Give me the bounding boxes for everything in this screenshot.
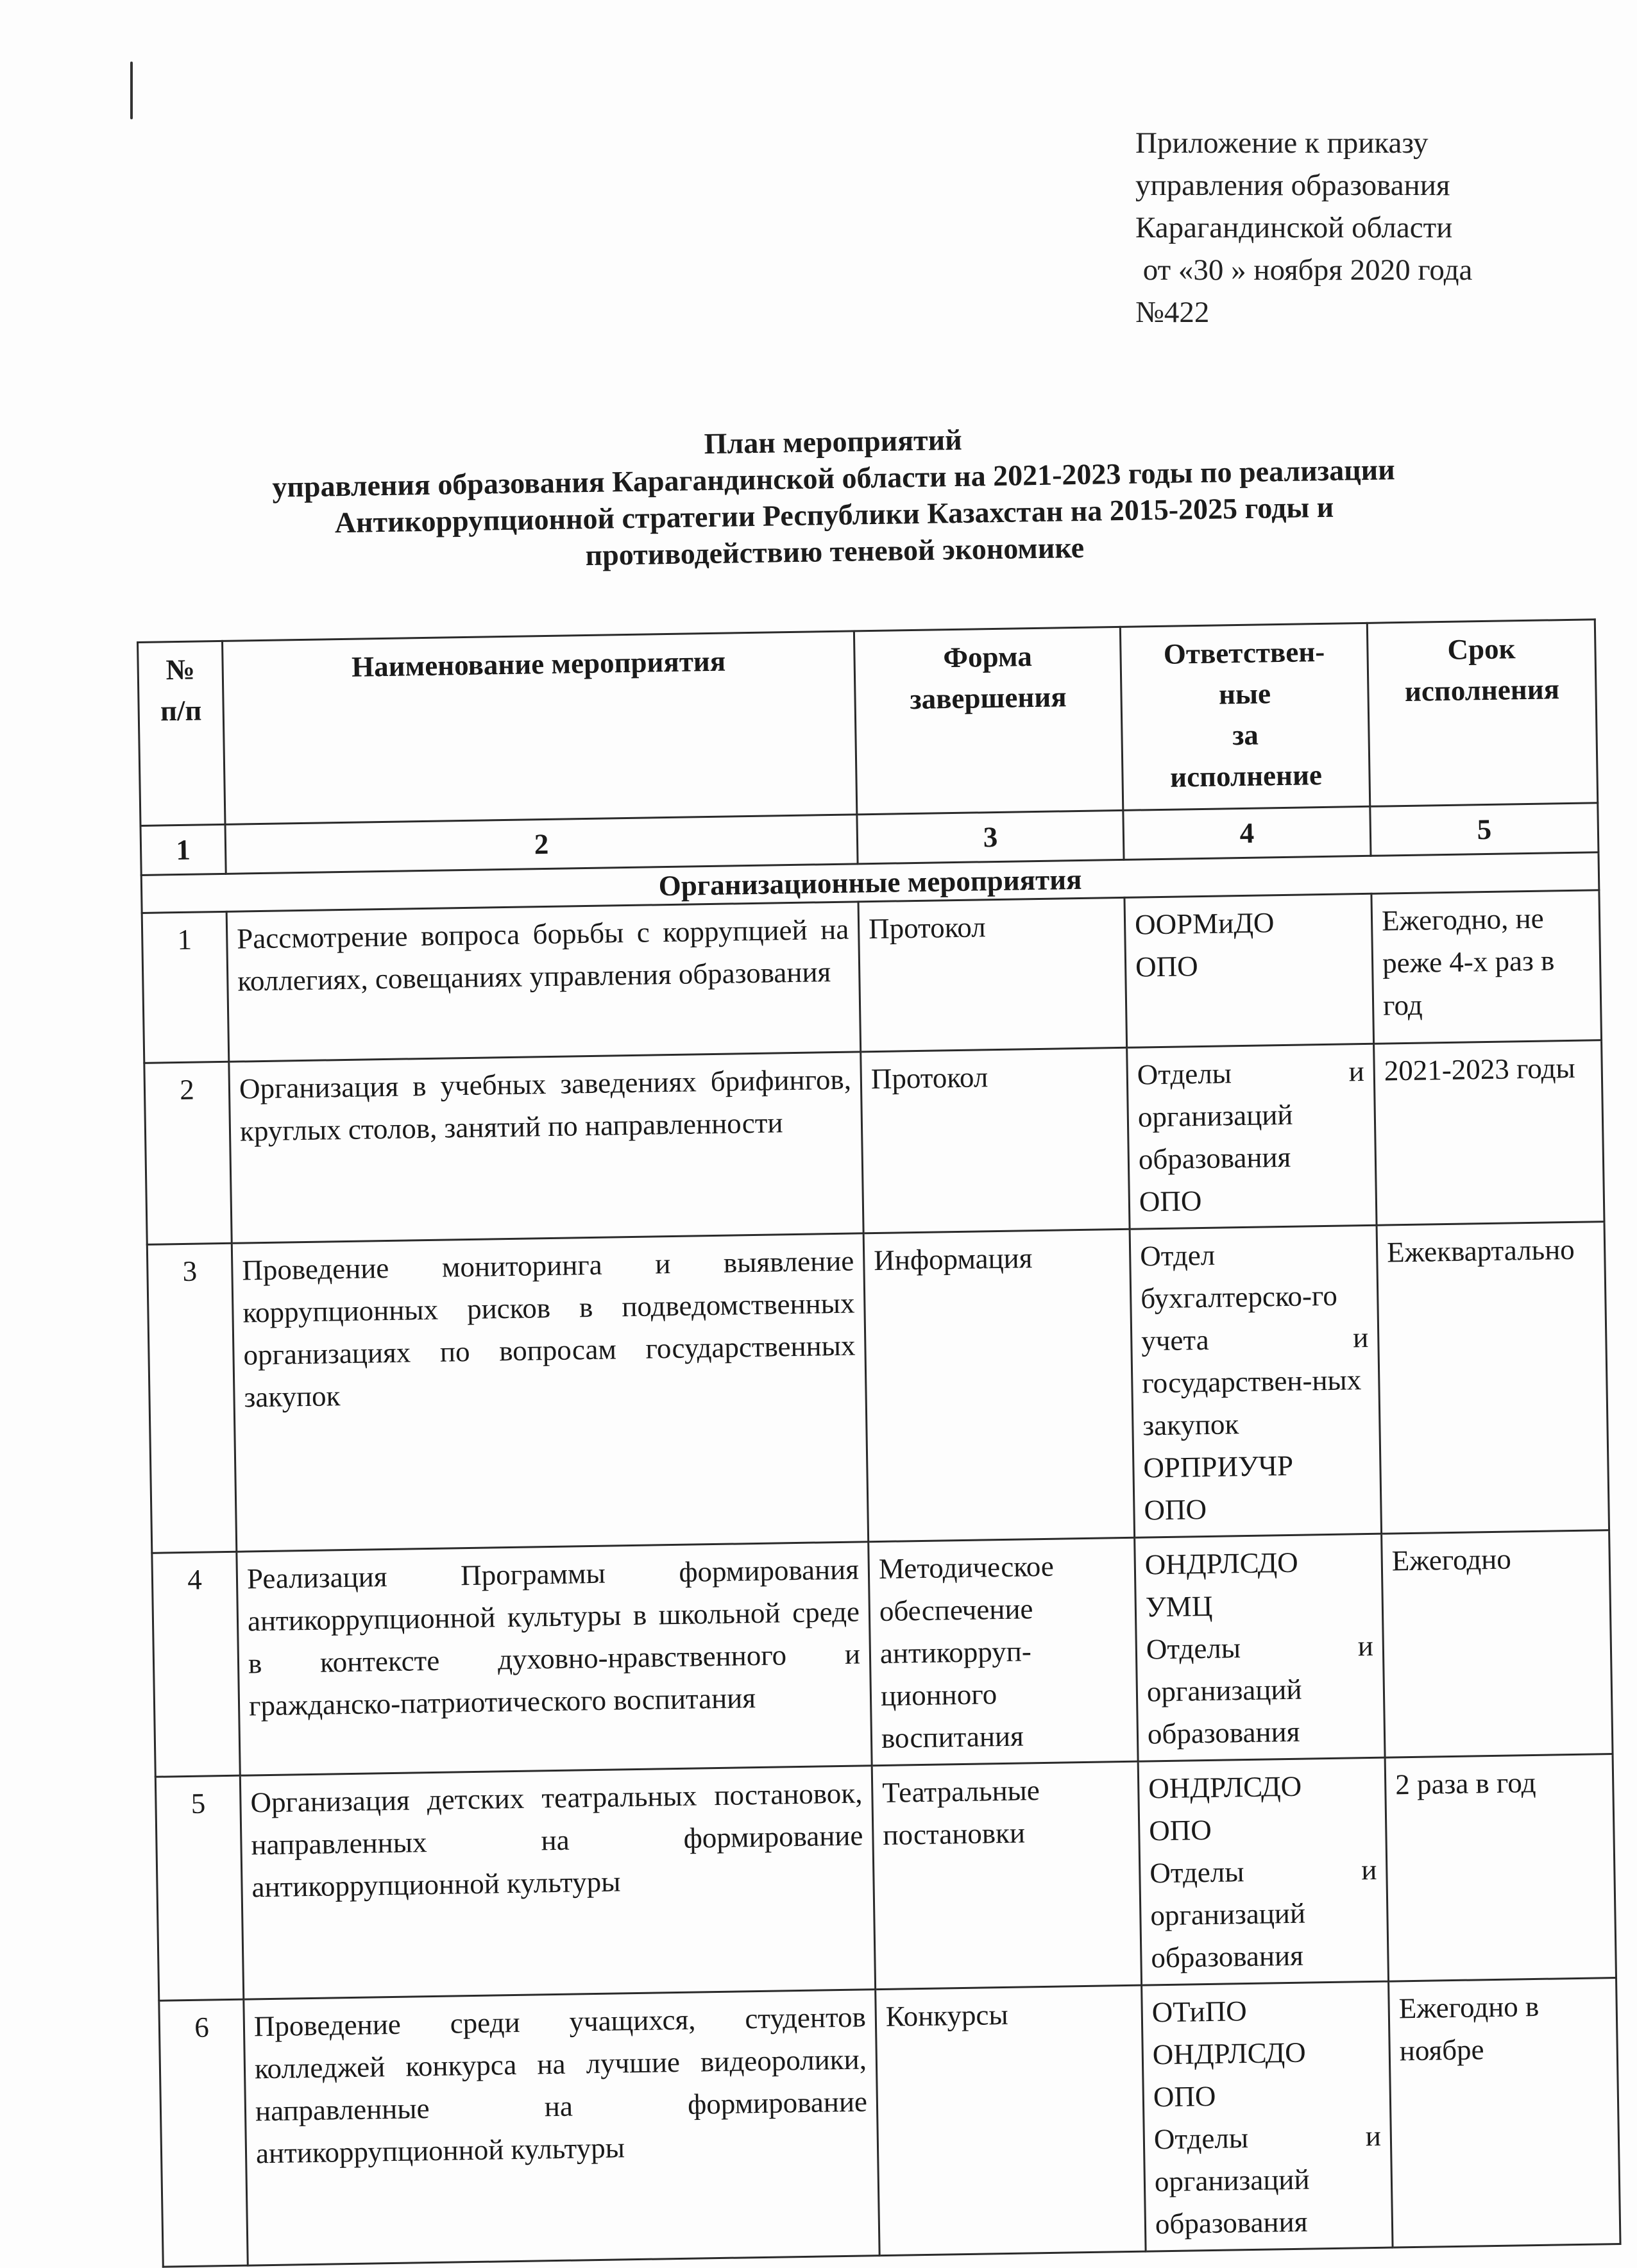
event-name: Рассмотрение вопроса борьбы с коррупцией на коллегиях, совещаниях управления образования — [226, 902, 861, 1062]
responsible-line: ОПО — [1144, 1493, 1207, 1527]
event-name: Организация детских театральных постановок, направленных на формирование антикоррупционной культуры — [240, 1766, 875, 1999]
responsible-line: Отделы и организаций образования — [1146, 1629, 1374, 1750]
responsible-line: ОНДРЛСДО — [1148, 1770, 1302, 1805]
responsible — [1138, 1757, 1388, 1985]
table-row — [144, 1040, 1604, 1245]
appendix-line: Карагандинской области — [1135, 211, 1453, 244]
title-line: противодействию теневой экономике — [585, 530, 1085, 572]
responsible — [1127, 1044, 1377, 1229]
plan-table — [137, 618, 1620, 2267]
table-row — [159, 1978, 1620, 2267]
row-number: 2 — [144, 1062, 232, 1244]
responsible-line: ОПО — [1148, 1813, 1212, 1847]
header-text: за — [1232, 718, 1259, 752]
deadline: Ежеквартально — [1377, 1222, 1609, 1534]
completion-form: Конкурсы — [876, 1985, 1146, 2255]
row-number: 4 — [152, 1552, 240, 1777]
responsible-line: Отделы и организаций образования — [1137, 1055, 1365, 1176]
header-text: завершения — [910, 681, 1067, 716]
appendix-note — [1135, 122, 1472, 334]
completion-form: Театральные постановки — [872, 1761, 1141, 1989]
completion-form: Протокол — [858, 897, 1127, 1051]
responsible — [1135, 1534, 1385, 1761]
completion-form: Информация — [863, 1229, 1135, 1541]
event-name: Проведение среди учащихся, студентов колледжей конкурса на лучшие видеоролики, направленные на формирование антикоррупционной культуры — [244, 1990, 879, 2265]
section-title: Организационные мероприятия — [141, 852, 1599, 913]
header-term — [1367, 620, 1597, 807]
completion-form: Методическое обеспечение антикорруп-ционного воспитания — [869, 1537, 1138, 1765]
column-number: 2 — [225, 815, 858, 874]
document-title — [159, 413, 1508, 580]
appendix-line: от «30 » ноября 2020 года — [1135, 253, 1473, 287]
header-text: Срок — [1447, 632, 1516, 666]
deadline: 2 раза в год — [1385, 1754, 1616, 1982]
responsible-line: Отдел бухгалтерско-го учета и государствен-ных закупок — [1139, 1239, 1369, 1442]
header-row — [138, 620, 1598, 826]
table-row — [147, 1222, 1609, 1553]
header-text: п/п — [160, 694, 202, 727]
header-text: Форма — [942, 640, 1033, 674]
responsible-line: ОНДРЛСДО — [1144, 1546, 1298, 1581]
event-name: Проведение мониторинга и выявление коррупционных рисков в подведомственных организациях по вопросам государственных закупок — [232, 1233, 868, 1552]
deadline: Ежегодно — [1382, 1530, 1613, 1758]
responsible — [1130, 1225, 1382, 1537]
row-number: 6 — [159, 1999, 248, 2267]
responsible-line: Отделы и организаций образования — [1149, 1853, 1377, 1974]
row-number: 1 — [142, 911, 229, 1063]
column-number: 4 — [1123, 806, 1371, 859]
responsible-line: ОТиПО — [1151, 1995, 1248, 2029]
header-text: № — [165, 653, 196, 686]
table-row — [152, 1530, 1613, 1777]
responsible-line: ОНДРЛСДО — [1152, 2036, 1306, 2071]
event-name: Реализация Программы формирования антикоррупционной культуры в школьной среде в контексте духовно-нравственного и гражданско-патриотического воспитания — [237, 1542, 872, 1775]
title-line: План мероприятий — [704, 423, 963, 461]
header-responsible — [1120, 623, 1370, 810]
appendix-line: Приложение к приказу — [1135, 126, 1429, 160]
deadline: Ежегодно, не реже 4-х раз в год — [1371, 890, 1602, 1044]
margin-mark — [130, 62, 133, 119]
header-text: исполнение — [1169, 759, 1323, 793]
header-form — [854, 627, 1123, 814]
column-number: 5 — [1370, 803, 1599, 856]
deadline: 2021-2023 годы — [1374, 1040, 1604, 1226]
responsible-line: ОПО — [1139, 1185, 1202, 1218]
header-name — [223, 631, 857, 824]
header-text: исполнения — [1404, 673, 1560, 707]
header-text: ные — [1218, 677, 1271, 711]
header-text: Наименование мероприятия — [351, 645, 726, 683]
row-number: 3 — [147, 1243, 237, 1553]
header-num — [138, 641, 225, 825]
responsible-line: ООРМиДО — [1134, 906, 1275, 941]
appendix-line: управления образования — [1135, 169, 1450, 202]
completion-form: Протокол — [861, 1047, 1130, 1233]
responsible-line: ОПО — [1153, 2079, 1216, 2113]
responsible — [1142, 1981, 1393, 2251]
responsible-line: Отделы и организаций образования — [1153, 2119, 1382, 2240]
title-line: управления образования Карагандинской области на 2021-2023 годы по реализации — [272, 453, 1396, 504]
row-number: 5 — [155, 1775, 243, 2001]
title-line: Антикоррупционной стратегии Республики Казахстан на 2015-2025 годы и — [334, 490, 1334, 539]
header-text: Ответствен- — [1163, 635, 1325, 670]
responsible-line: ОРПРИУЧР — [1143, 1449, 1294, 1484]
event-name: Организация в учебных заведениях брифингов, круглых столов, занятий по направленности — [229, 1052, 863, 1243]
appendix-line: №422 — [1135, 296, 1210, 329]
responsible-line: ОПО — [1135, 950, 1199, 983]
table-row — [155, 1754, 1616, 2001]
table-row — [142, 890, 1601, 1063]
responsible-line: УМЦ — [1145, 1589, 1213, 1623]
column-number: 1 — [140, 824, 226, 875]
column-number: 3 — [857, 810, 1124, 864]
responsible — [1124, 893, 1374, 1047]
deadline: Ежегодно в ноябре — [1389, 1978, 1620, 2248]
